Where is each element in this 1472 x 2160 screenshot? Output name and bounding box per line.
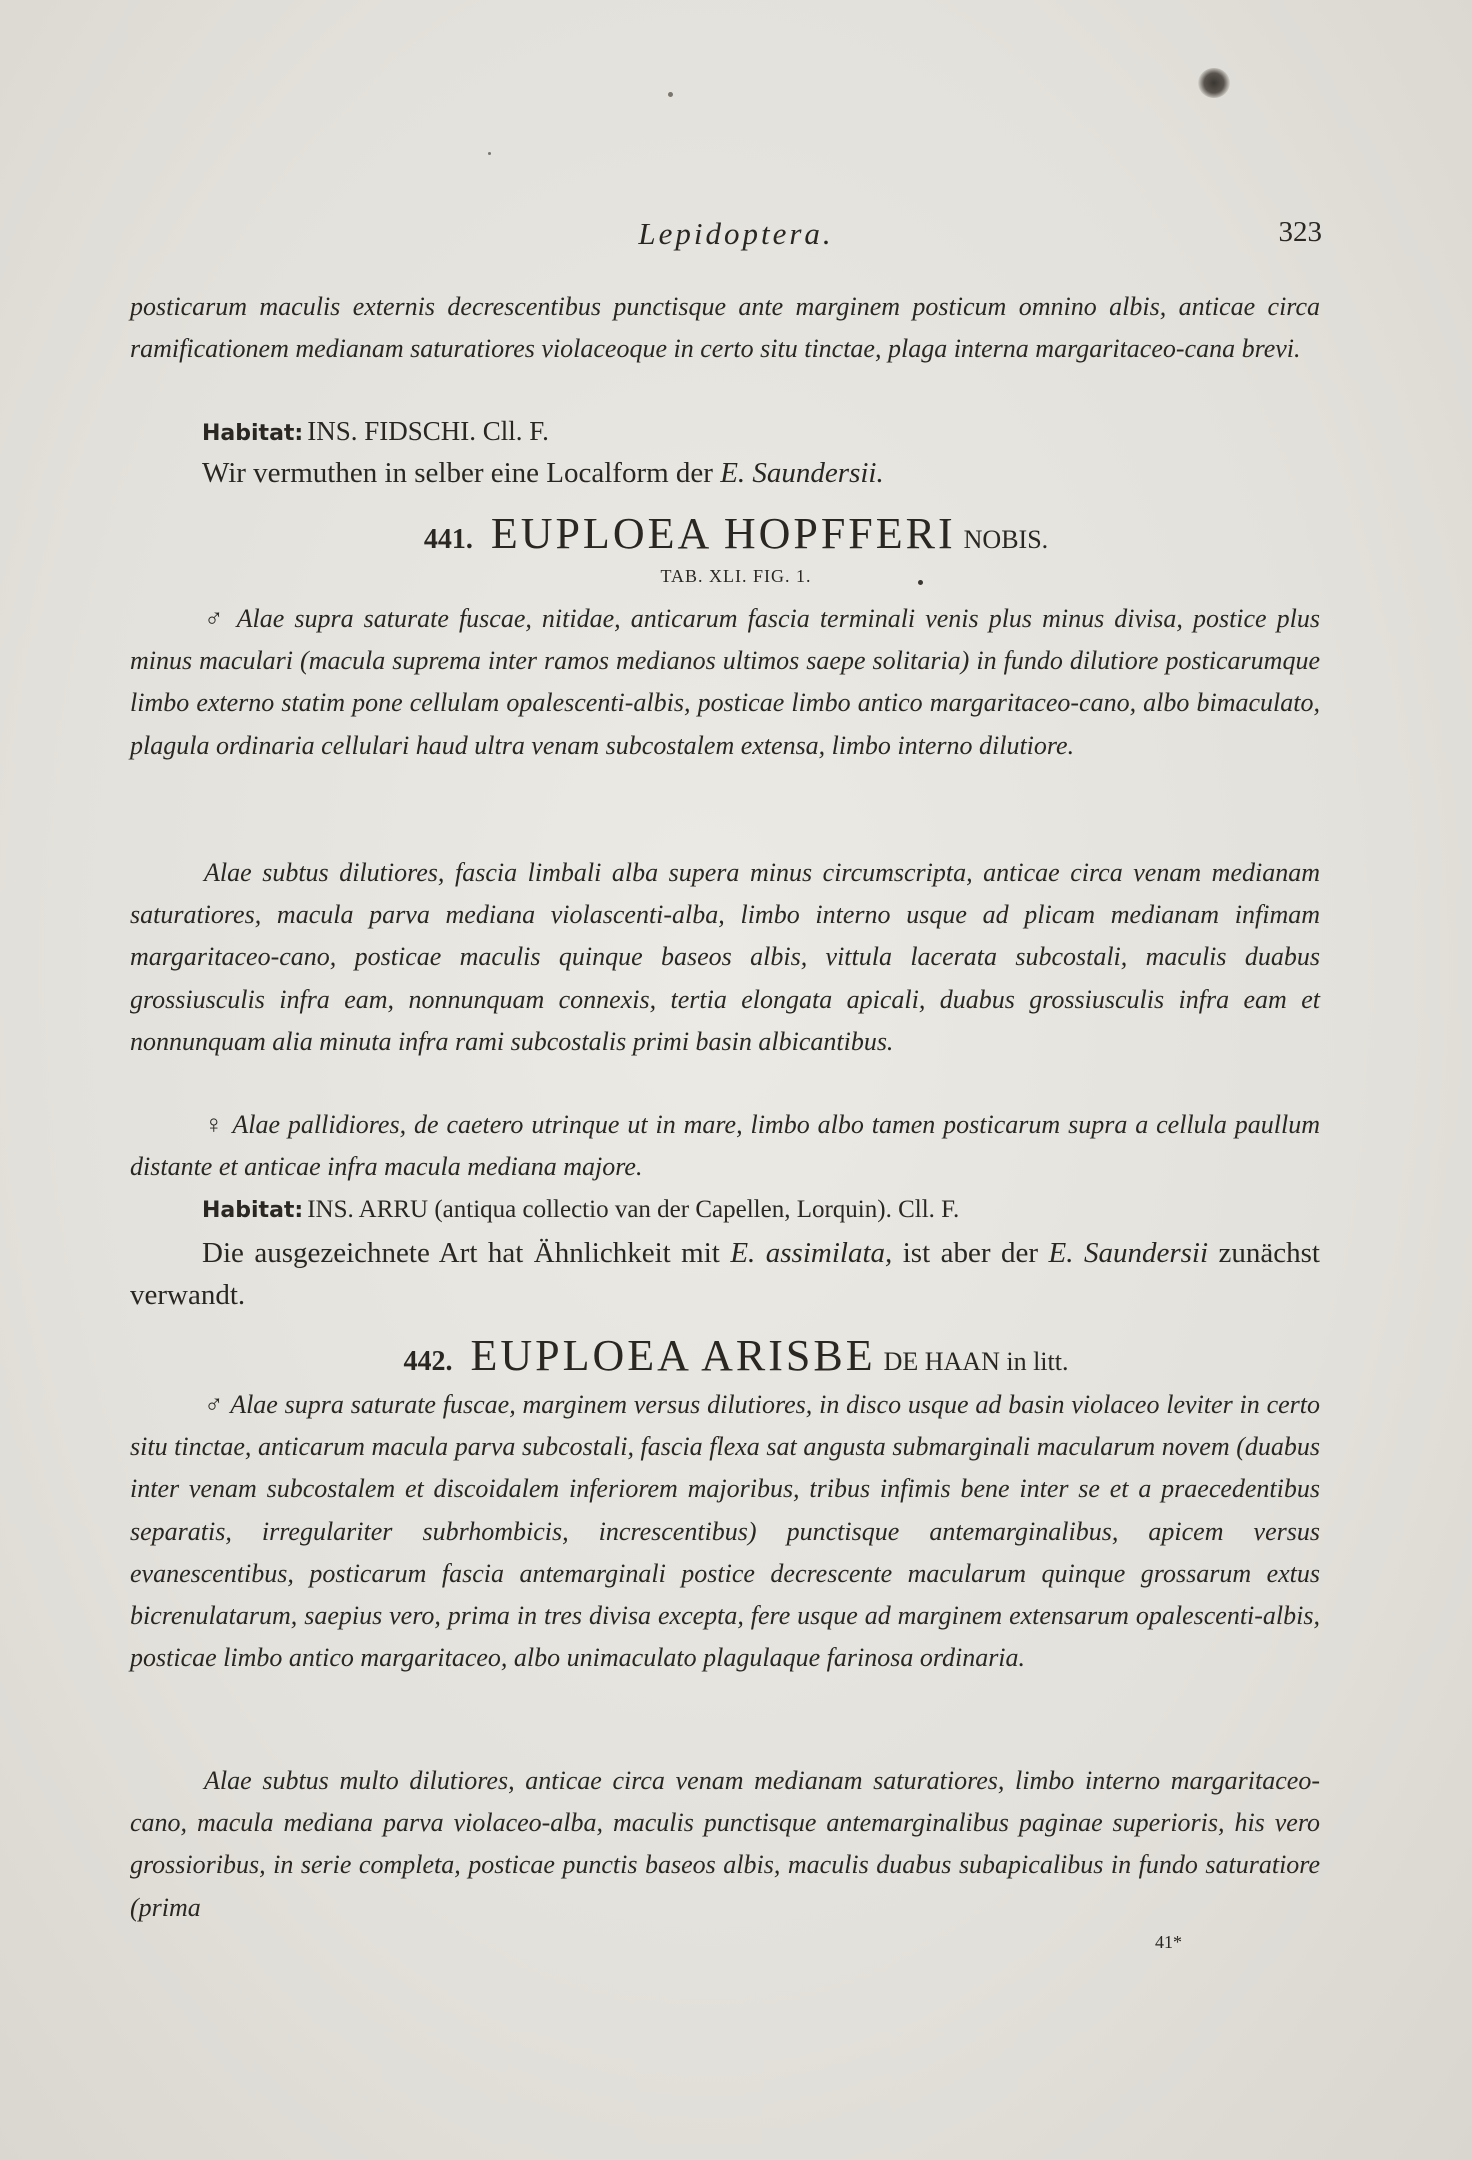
species-number: 442. [403,1346,453,1377]
prev-note-text: Wir vermuthen in selber eine Localform der [202,457,713,489]
prev-species-description: posticarum maculis externis decrescentibus punctisque ante marginem posticum omnino albis, anticae circa ramificationem medianam saturatiores violaceoque in certo situ tinctae, plaga interna margaritaceo-cana brevi. [130,292,1320,364]
signature-mark: 41* [1155,1932,1182,1952]
species-name: EUPLOEA ARISBE [470,1331,876,1380]
species-name: EUPLOEA HOPFFERI [490,509,956,558]
habitat-text: INS. FIDSCHI. Cll. F. [307,416,549,446]
paper-speck [488,152,491,155]
note-text-mid: ist aber der [902,1237,1039,1269]
note-species-saundersii: E. Saundersii [1048,1237,1209,1269]
species-441-note [130,1232,1320,1316]
paper-speck [668,92,673,97]
note-text-end: zunächst verwandt. [130,1237,1320,1311]
species-441-female-description: ♀ Alae pallidiores, de caetero utrinque ut in mare, limbo albo tamen posticarum supra a cellula paullum distante et anticae infra macula mediana majore. [130,1110,1320,1182]
species-442-male-description: ♂ Alae supra saturate fuscae, marginem versus dilutiores, in disco usque ad basin violaceo leviter in certo situ tinctae, anticarum macula parva subcostali, fascia flexa sat angusta submarginali macularum novem (duabus inter venam subcostalem et discoidalem inferiorem majoribus, tribus infimis bene inter se et a praecedentibus separatis, irregulariter subrhombicis, increscentibus) punctisque antemarginalibus, apicem versus evanescentibus, posticarum fascia antemarginali postice decrescente macularum quinque grossarum extus bicrenulatarum, saepius vero, prima in tres divisa excepta, fere usque ad marginem extensarum opalescenti-albis, posticae limbo antico margaritaceo, albo unimaculato plagulaque farinosa ordinaria. [130,1390,1320,1673]
plate-reference: TAB. XLI. FIG. 1. [660,566,812,586]
species-442-underside-description: Alae subtus multo dilutiores, anticae circa venam medianam saturatiores, limbo interno margaritaceo-cano, macula mediana parva violaceo-alba, maculis punctisque antemarginalibus paginae superioris, his vero grossioribus, in serie completa, posticae punctis baseos albis, maculis duabus subapicalibus in fundo saturatiore (prima [130,1766,1320,1922]
note-text: Die ausgezeichnete Art hat Ähnlichkeit mit [202,1237,720,1269]
species-author: DE HAAN in litt. [883,1347,1069,1376]
species-author: NOBIS. [963,525,1049,554]
habitat-label: Habitat: [202,1198,304,1223]
page-number: 323 [1278,216,1322,248]
species-441-habitat-line [130,1190,1320,1233]
species-442-heading [0,1330,1472,1381]
habitat-label: Habitat: [202,421,304,446]
habitat-text: INS. ARRU (antiqua collectio van der Capellen, Lorquin). Cll. F. [307,1196,960,1223]
prev-note [130,452,1320,494]
species-441-underside-description: Alae subtus dilutiores, fascia limbali alba supera minus circumscripta, anticae circa venam medianam saturatiores, macula parva mediana violascenti-alba, limbo interno usque ad plicam medianam infimam margaritaceo-cano, posticae maculis quinque baseos albis, vittula lacerata subcostali, maculis duabus grossiusculis infra eam, nonnunquam connexis, tertia elongata apicali, duabus grossiusculis infra eam et nonnunquam alia minuta infra rami subcostalis primi basin albicantibus. [130,858,1320,1056]
species-441-heading [0,508,1472,559]
ink-blot [1198,68,1230,98]
running-title: Lepidoptera. [638,216,834,251]
species-number: 441. [423,524,473,555]
prev-note-species: E. Saundersii. [720,457,884,489]
note-species-assimilata: E. assimilata, [730,1237,893,1269]
species-441-male-description: ♂ Alae supra saturate fuscae, nitidae, anticarum fascia terminali venis plus minus divisa, postice plus minus maculari (macula suprema inter ramos medianos ultimos saepe solitaria) in fundo dilutiore posticarumque limbo externo statim pone cellulam opalescenti-albis, posticae limbo antico margaritaceo-cano, albo bimaculato, plagula ordinaria cellulari haud ultra venam subcostalem extensa, limbo interno dilutiore. [130,604,1320,760]
prev-habitat-line [130,410,1320,457]
